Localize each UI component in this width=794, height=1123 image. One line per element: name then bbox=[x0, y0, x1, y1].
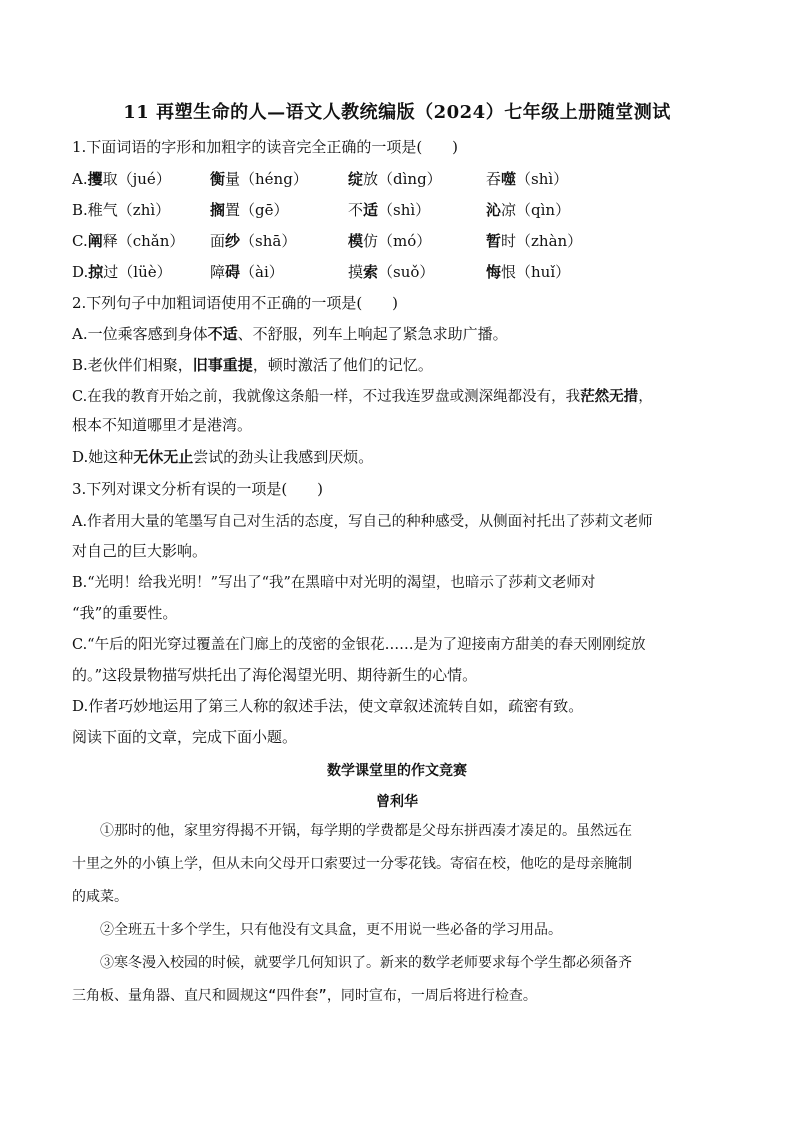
q1-b-cell-1: B.稚气（zhì） bbox=[72, 201, 171, 219]
q2-option-d: D.她这种无休无止尝试的劲头让我感到厌烦。 bbox=[72, 448, 374, 466]
q3-option-a-line-2: 对自己的巨大影响。 bbox=[72, 542, 208, 560]
page-title: 11 再塑生命的人—语文人教统编版（2024）七年级上册随堂测试 bbox=[123, 102, 671, 123]
q1-b-cell-2: 搁置（gē） bbox=[210, 201, 289, 219]
q2-stem: 2.下列句子中加粗词语使用不正确的一项是( ) bbox=[72, 294, 399, 312]
q1-d-cell-1: D.掠过（lüè） bbox=[72, 263, 172, 281]
q1-d-cell-3: 摸索（suǒ） bbox=[348, 263, 435, 281]
article-paragraph-2: ②全班五十多个学生，只有他没有文具盒，更不用说一些必备的学习用品。 bbox=[100, 922, 562, 938]
q3-option-b-line-1: B.“光明！给我光明！”写出了“我”在黑暗中对光明的渴望，也暗示了莎莉文老师对 bbox=[72, 575, 596, 591]
q1-a-cell-2: 衡量（héng） bbox=[210, 170, 308, 188]
q1-a-cell-4: 吞噬（shì） bbox=[486, 170, 569, 188]
q1-a-cell-1: A.攫取（jué） bbox=[72, 170, 171, 188]
article-paragraph-3: ③寒冬漫入校园的时候，就要学几何知识了。新来的数学老师要求每个学生都必须备齐 三角板、量角器、直尺和圆规这“四件套”，同时宣布，一周后将进行检查。 bbox=[72, 955, 632, 1004]
q1-c-cell-2: 面纱（shā） bbox=[210, 232, 297, 250]
q2-option-c-line-2: 根本不知道哪里才是港湾。 bbox=[72, 416, 253, 434]
article-paragraph-1: ①那时的他，家里穷得揭不开锅，每学期的学费都是父母东拼西凑才凑足的。虽然远在 十里之外的小镇上学，但从未向父母开口索要过一分零花钱。寄宿在校，他吃的是母亲腌制 的咸菜。 bbox=[72, 823, 632, 905]
q1-c-cell-3: 模仿（mó） bbox=[348, 232, 432, 250]
q2-option-b: B.老伙伴们相聚，旧事重提，顿时激活了他们的记忆。 bbox=[72, 356, 433, 374]
q3-option-c-line-1: C.“午后的阳光穿过覆盖在门廊上的茂密的金银花……是为了迎接南方甜美的春天刚刚绽放 bbox=[72, 637, 646, 653]
q1-d-cell-4: 悔恨（huǐ） bbox=[486, 263, 571, 281]
q3-option-d: D.作者巧妙地运用了第三人称的叙述手法，使文章叙述流转自如，疏密有致。 bbox=[72, 697, 584, 715]
q2-option-a: A.一位乘客感到身体不适、不舒服，列车上响起了紧急求助广播。 bbox=[72, 325, 508, 343]
q1-b-cell-3: 不适（shì） bbox=[348, 201, 431, 219]
q3-option-b-line-2: “我”的重要性。 bbox=[72, 604, 178, 622]
q3-option-a-line-1: A.作者用大量的笔墨写自己对生活的态度，写自己的种种感受，从侧面衬托出了莎莉文老师 bbox=[72, 514, 653, 530]
q1-d-cell-2: 障碍（ài） bbox=[210, 263, 284, 281]
q2-option-c-line-1: C.在我的教育开始之前，我就像这条船一样，不过我连罗盘或测深绳都没有，我茫然无措， bbox=[72, 388, 653, 405]
q1-c-cell-1: C.阐释（chǎn） bbox=[72, 232, 185, 250]
article-author: 曾利华 bbox=[376, 794, 418, 810]
article-title: 数学课堂里的作文竞赛 bbox=[327, 763, 467, 779]
q1-c-cell-4: 暂时（zhàn） bbox=[486, 232, 583, 250]
reading-intro: 阅读下面的文章，完成下面小题。 bbox=[72, 728, 298, 746]
q1-stem: 1.下面词语的字形和加粗字的读音完全正确的一项是( ) bbox=[72, 138, 459, 156]
q3-option-c-line-2: 的。”这段景物描写烘托出了海伦渴望光明、期待新生的心情。 bbox=[72, 666, 478, 684]
q1-b-cell-4: 沁凉（qìn） bbox=[486, 201, 571, 219]
q1-a-cell-3: 绽放（dìng） bbox=[348, 170, 442, 188]
q3-stem: 3.下列对课文分析有误的一项是( ) bbox=[72, 480, 324, 498]
